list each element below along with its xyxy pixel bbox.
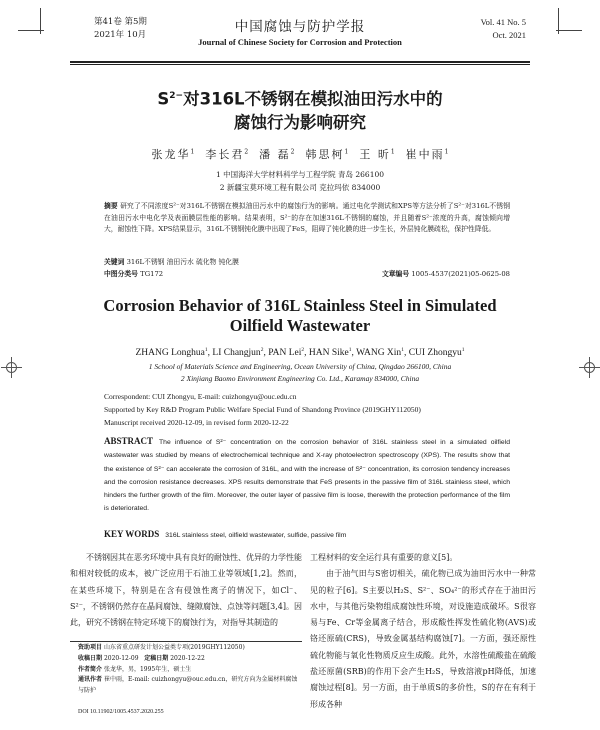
- author-en: HAN Sike$^1$: [308, 347, 352, 359]
- volume-cn: 第41卷 第5期: [94, 17, 147, 27]
- footnote-author: 作者简介 张龙华，男，1995年生，硕士生: [78, 665, 192, 673]
- author-en: LI Changjun$^2$: [212, 347, 264, 359]
- abstract-text-cn: 研究了不同浓度S²⁻对316L不锈钢在模拟油田污水中的腐蚀行为的影响。通过电化学测试和XPS等方法分析了S²⁻对316L不锈钢在油田污水中电化学及表面膜层性能的影响。结果表明，S²⁻的存在加速316L不锈钢的腐蚀，并且随着S²⁻浓度的升高，腐蚀倾向增大，耐蚀性下降。XPS结果显示，316L不锈钢钝化膜中出现了FeS，阻碍了钝化膜的进一步生长，外层钝化膜疏松，保护性降低。: [104, 202, 510, 234]
- header-rule-thick: [70, 61, 530, 63]
- date-en: Oct. 2021: [492, 30, 526, 40]
- affiliation-en: 2 Xinjiang Baomo Environment Engineering Co. Ltd., Karamay 834000, China: [180, 374, 420, 383]
- footnote-rule: [70, 641, 302, 642]
- footnote: [78, 643, 302, 697]
- article-meta-en: [104, 390, 510, 429]
- author-cn: 潘 磊$^2$: [259, 148, 295, 161]
- header-right: [481, 16, 526, 42]
- author-en: PAN Lei$^2$: [268, 347, 305, 359]
- title-sup: 2−: [169, 91, 184, 101]
- abstract-label-en: ABSTRACT: [104, 436, 154, 446]
- article-title-en: [60, 296, 540, 336]
- abstract-en: [104, 435, 510, 516]
- keywords-text-cn: 316L不锈钢 油田污水 硫化物 钝化膜: [126, 258, 239, 266]
- author-cn: 韩思柯$^1$: [305, 148, 349, 161]
- author-cn: 王 昕$^1$: [359, 148, 395, 161]
- crop-mark: [18, 30, 44, 31]
- abstract-text-en: The influence of S²⁻ concentration on the corrosion behavior of 316L stainless steel in a simulated oilfield wastewater was studied by means of electrochemical technique and X-ray photoelectron spectroscopy (XPS). The results show that the existence of S²⁻ can accelerate the corrosion of 316L, and with the increase of S²⁻ concentration, its corrosion tendency increases and the corrosion resistance decreases. XPS results demonstrate that FeS presents in the passive film of 316L stainless steel, which hinders the further growth of the film. Moreover, the outer layer of passive film is loose, therewith the protection performance of the film is deteriorated.: [104, 439, 510, 513]
- author-cn: 崔中雨$^1$: [405, 148, 449, 161]
- author-en: CUI Zhongyu$^1$: [408, 347, 465, 359]
- abstract-label-cn: 摘要: [104, 202, 118, 210]
- article-title-cn: [60, 85, 540, 134]
- classification-label: 中图分类号: [104, 270, 138, 278]
- footnote-dates: 收稿日期 2020-12-09 定稿日期 2020-12-22: [78, 654, 205, 662]
- affiliation-cn: 2 新疆宝莫环境工程有限公司 克拉玛依 834000: [219, 183, 381, 192]
- footnote-correspondent: 通讯作者 崔中雨，E-mail: cuizhongyu@ouc.edu.cn，研究方向为金属材料腐蚀与防护: [78, 676, 298, 695]
- article-number: 文章编号 1005-4537(2021)05-0625-08: [381, 270, 510, 278]
- journal-title-en: Journal of Chinese Society for Corrosion and Protection: [198, 37, 402, 47]
- keywords-en: [104, 529, 510, 539]
- header-rule-thin: [70, 64, 530, 65]
- keywords-label-cn: 关键词: [104, 258, 125, 266]
- author-cn: 张龙华$^1$: [151, 148, 195, 161]
- author-cn: 李长君$^2$: [205, 148, 249, 161]
- body-paragraph: 由于油气田与S密切相关，硫化物已成为油田污水中一种常见的粒子[6]。S主要以H₂S、S²⁻、SO₄²⁻的形式存在于油田污水中，与其他污染物组成腐蚀性环境，对设施造成破坏。S很容易与Fe、Cr等金属离子结合，形成酸性挥发性硫化物(AVS)或铬还原硫(CRS)，导致金属基结构腐蚀[7]。一方面，强还原性硫化物能与氧化性物质反应生成酸。此外，水溶性硫酸盐在硫酸盐还原菌(SRB)的作用下会产生H₂S，导致溶液pH降低，加速腐蚀过程[8]。另一方面，由于单质S的多价性，S的存在有利于形成各种: [310, 569, 536, 709]
- affiliation-cn: 1 中国海洋大学材料科学与工程学院 青岛 266100: [215, 170, 385, 179]
- crop-mark: [556, 30, 582, 31]
- footnote-fund: 资助项目 山东省重点研发计划公益类专项(2019GHY112050): [78, 644, 245, 651]
- keywords-text-en: 316L stainless steel, oilfield wastewater, sulfide, passive film: [165, 532, 347, 539]
- affiliations-en: [60, 361, 540, 385]
- title-line2: 腐蚀行为影响研究: [234, 112, 366, 132]
- title-s: S: [157, 89, 170, 109]
- author-list-cn: [60, 146, 540, 162]
- author-en: ZHANG Longhua$^1$: [135, 347, 208, 359]
- author-list-en: ZHANG Longhua$^1$, LI Changjun$^2$, PAN Lei$^2$, HAN Sike$^1$, WANG Xin$^1$, CUI Zhongyu$^1$: [135, 347, 465, 359]
- registration-mark-icon: [584, 362, 595, 373]
- classification-row: [104, 268, 510, 278]
- volume-en: Vol. 41 No. 5: [480, 17, 526, 27]
- running-header: [70, 16, 530, 60]
- header-center: [70, 15, 530, 47]
- author-en: WANG Xin$^1$: [356, 347, 404, 359]
- date-cn: 2021年 10月: [94, 30, 147, 40]
- body-column-right: [310, 550, 536, 713]
- title-en-line2: Oilfield Wastewater: [229, 316, 371, 335]
- body-column-left: 不锈钢因其在恶劣环境中具有良好的耐蚀性、优异的力学性能和相对较低的成本，被广泛应用于石油工业等领域[1,2]。然而，在某些环境下，特别是在含有侵蚀性离子的情况下，如Cl⁻、S²⁻，不锈钢仍然存在晶间腐蚀、缝隙腐蚀、点蚀等问题[3,4]。因此，研究不锈钢在特定环境下的腐蚀行为，对指导其制造的: [70, 553, 302, 628]
- journal-title-cn: 中国腐蚀与防护学报: [234, 19, 366, 35]
- affiliations-cn: [60, 168, 540, 194]
- registration-mark-icon: [6, 362, 17, 373]
- title-en-line1: Corrosion Behavior of 316L Stainless Steel in Simulated: [103, 296, 497, 315]
- abstract-cn: [104, 201, 510, 236]
- doi: DOI 10.11902/1005.4537.2020.255: [78, 709, 164, 715]
- title-line1-rest: 对316L不锈钢在模拟油田污水中的: [183, 89, 443, 109]
- classification-value: TG172: [140, 270, 164, 278]
- correspondent: Correspondent: CUI Zhongyu, E-mail: cuizhongyu@ouc.edu.cn: [104, 392, 297, 401]
- body-paragraph: 工程材料的安全运行具有重要的意义[5]。: [310, 553, 458, 562]
- funding: Supported by Key R&D Program Public Welfare Special Fund of Shandong Province (2019GHY112050): [104, 405, 421, 414]
- manuscript-dates: Manuscript received 2020-12-09, in revised form 2020-12-22: [104, 418, 289, 427]
- keywords-cn: [104, 256, 510, 266]
- keywords-label-en: KEY WORDS: [104, 529, 160, 539]
- affiliation-en: 1 School of Materials Science and Engineering, Ocean University of China, Qingdao 266100, China: [148, 362, 452, 371]
